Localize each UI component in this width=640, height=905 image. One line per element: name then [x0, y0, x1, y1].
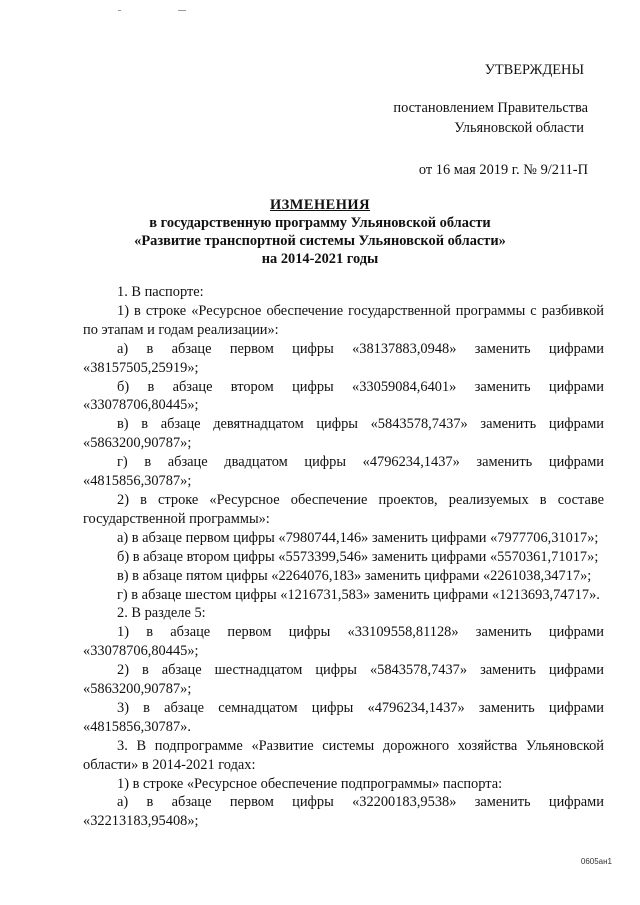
paragraph: в) в абзаце пятом цифры «2264076,183» заменить цифрами «2261038,34717»; — [117, 567, 592, 584]
document-title — [0, 196, 640, 268]
title-line: «Развитие транспортной системы Ульяновской области» — [134, 233, 506, 249]
approval-line: Ульяновской области — [454, 120, 584, 136]
title-line: на 2014-2021 годы — [261, 251, 379, 267]
paragraph: 1) в строке «Ресурсное обеспечение государственной программы с разбивкой по этапам и годам реализации»: — [83, 302, 604, 338]
paragraph: 2) в абзаце шестнадцатом цифры «5843578,7437» заменить цифрами «5863200,90787»; — [83, 662, 604, 698]
approval-block — [328, 60, 588, 180]
paragraph: б) в абзаце втором цифры «5573399,546» заменить цифрами «5570361,71017»; — [117, 548, 599, 565]
paragraph: а) в абзаце первом цифры «7980744,146» заменить цифрами «7977706,31017»; — [117, 529, 599, 546]
paragraph: а) в абзаце первом цифры «32200183,9538» заменить цифрами «32213183,95408»; — [83, 794, 604, 830]
paragraph: 1. В паспорте: — [117, 284, 204, 300]
paragraph: 1) в абзаце первом цифры «33109558,81128» заменить цифрами «33078706,80445»; — [83, 624, 604, 660]
paragraph: в) в абзаце девятнадцатом цифры «5843578,7437» заменить цифрами «5863200,90787»; — [83, 416, 604, 452]
title-line: в государственную программу Ульяновской области — [149, 215, 491, 231]
paragraph: г) в абзаце шестом цифры «1216731,583» заменить цифрами «1213693,74717». — [117, 586, 600, 603]
paragraph: 3. В подпрограмме «Развитие системы дорожного хозяйства Ульяновской области» в 2014-2021 годах: — [83, 737, 604, 773]
paragraph: 3) в абзаце семнадцатом цифры «4796234,1437» заменить цифрами «4815856,30787». — [83, 699, 604, 735]
approval-line: постановлением Правительства — [393, 100, 588, 116]
approval-date: от 16 мая 2019 г. № 9/211-П — [418, 162, 588, 178]
paragraph: 2. В разделе 5: — [117, 605, 206, 622]
document-code: 0605ан1 — [580, 857, 612, 866]
scan-artifact — [118, 10, 121, 11]
paragraph: г) в абзаце двадцатом цифры «4796234,1437» заменить цифрами «4815856,30787»; — [83, 454, 604, 490]
title-heading: ИЗМЕНЕНИЯ — [269, 197, 371, 213]
document-body — [83, 283, 604, 831]
paragraph: 2) в строке «Ресурсное обеспечение проектов, реализуемых в составе государственной программы»: — [83, 491, 604, 527]
paragraph: б) в абзаце втором цифры «33059084,6401» заменить цифрами «33078706,80445»; — [83, 378, 604, 414]
paragraph: 1) в строке «Ресурсное обеспечение подпрограммы» паспорта: — [117, 775, 503, 792]
approval-heading: УТВЕРЖДЕНЫ — [484, 62, 584, 78]
scan-artifact — [178, 10, 186, 11]
paragraph: а) в абзаце первом цифры «38137883,0948» заменить цифрами «38157505,25919»; — [83, 340, 604, 376]
